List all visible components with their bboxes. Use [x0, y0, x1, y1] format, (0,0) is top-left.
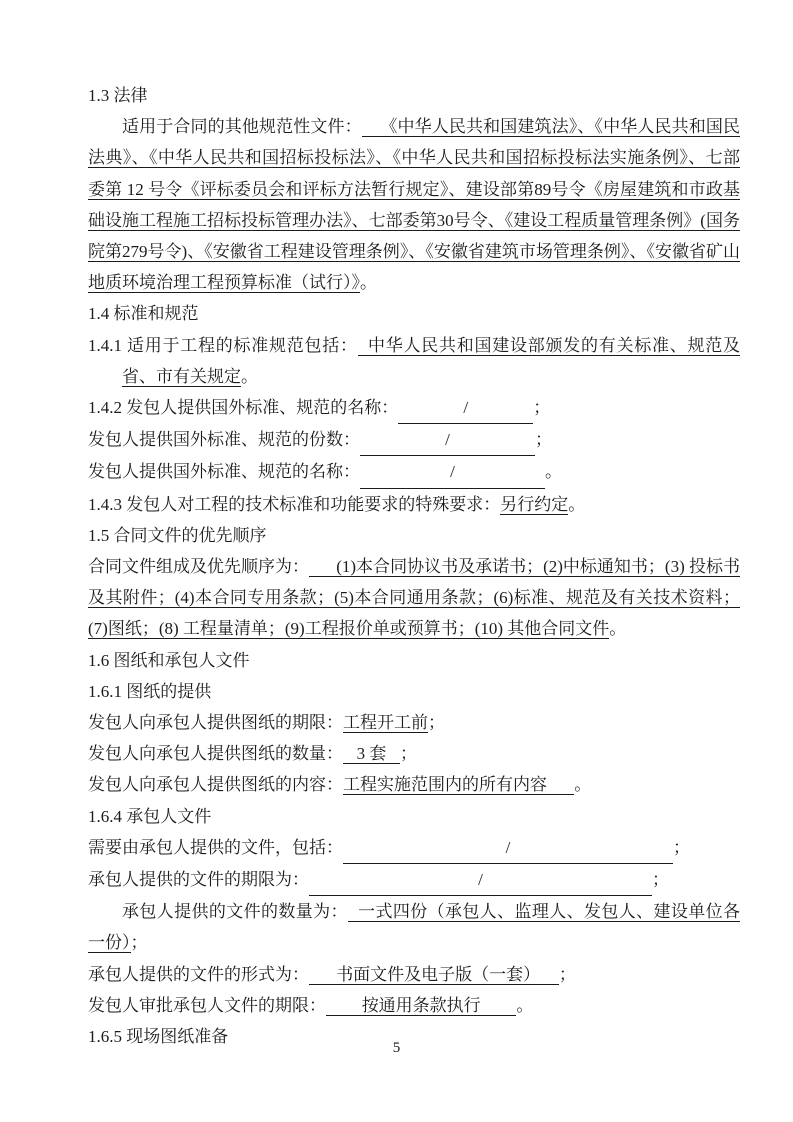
- punctuation: ；: [130, 933, 148, 953]
- section-heading-1-4: 1.4 标准和规范: [88, 304, 199, 324]
- slash-mark: /: [463, 398, 469, 418]
- punctuation: ；: [533, 398, 551, 418]
- field-label: 发包人向承包人提供图纸的数量：: [88, 744, 343, 764]
- section-heading-1-6-1: 1.6.1 图纸的提供: [88, 681, 212, 701]
- field-value-underlined: 工程开工前: [343, 713, 428, 733]
- field-label: 发包人向承包人提供图纸的期限：: [88, 713, 343, 733]
- blank-underline: [309, 864, 652, 896]
- blank-underline: [398, 392, 533, 424]
- para-drawings-content: [88, 769, 740, 800]
- blank-underline: [343, 832, 673, 864]
- para-applicable-laws: [88, 111, 740, 298]
- para-special-requirements-1-4-3: [88, 489, 740, 520]
- punctuation: 。: [360, 273, 377, 293]
- para-foreign-standard-name-1: [88, 392, 740, 424]
- para-contractor-docs-form: [88, 959, 740, 990]
- para-foreign-standard-copies: [88, 424, 740, 456]
- contract-page-body: [88, 80, 740, 1052]
- field-label: 1.4.1 适用于工程的标准规范包括：: [88, 335, 358, 355]
- slash-mark: /: [478, 870, 483, 890]
- field-value-underlined: 中华人民共和国建设部颁发的有关标准、规范及省、市有关规定: [122, 335, 741, 386]
- field-label: 1.4.3 发包人对工程的技术标准和功能要求的特殊要求：: [88, 494, 501, 514]
- para-standards-1-4-1: [88, 330, 740, 392]
- punctuation: 。: [568, 494, 586, 514]
- field-value-underlined: 另行约定: [500, 494, 569, 514]
- field-value-underlined: (1)本合同协议书及承诺书；(2)中标通知书；(3) 投标书及其附件；(4)本合同专用条款；(5)本合同通用条款；(6)标准、规范及有关技术资料；(7)图纸；(8) 工程量清单；(9)工程报价单或预算书；(10) 其他合同文件: [88, 557, 741, 639]
- punctuation: 。: [516, 995, 534, 1015]
- field-label: 发包人审批承包人文件的期限：: [88, 995, 326, 1015]
- section-heading-1-5: 1.5 合同文件的优先顺序: [88, 525, 267, 545]
- field-label: 承包人提供的文件的期限为：: [88, 870, 309, 890]
- blank-underline: [360, 456, 545, 488]
- section-heading-1-6-5: 1.6.5 现场图纸准备: [88, 1027, 229, 1047]
- field-label: 发包人提供国外标准、规范的名称：: [88, 462, 360, 482]
- section-heading-1-6-4: 1.6.4 承包人文件: [88, 806, 212, 826]
- field-label: 承包人提供的文件的形式为：: [88, 964, 309, 984]
- para-contractor-docs-deadline: [88, 864, 740, 896]
- field-label: 承包人提供的文件的数量为：: [122, 902, 348, 922]
- field-label: 合同文件组成及优先顺序为：: [88, 557, 310, 577]
- punctuation: 。: [574, 775, 592, 795]
- page-number: 5: [392, 1040, 401, 1056]
- blank-underline: [360, 424, 535, 456]
- field-value-underlined: 一式四份（承包人、监理人、发包人、建设单位各一份）: [88, 902, 741, 953]
- field-value-underlined: 《中华人民共和国建筑法》、《中华人民共和国民法典》、《中华人民共和国招标投标法》、《中华人民共和国招标投标法实施条例》、七部委第 12 号令《评标委员会和评标方法暂行规定》、建设部第89号令《房屋建筑和市政基础设施工程施工招标投标管理办法》、七部委第30号令、《建设工程质量管理条例》(国务院第279号令)、《安徽省工程建设管理条例》、《安徽省建筑市场管理条例》、《安徽省矿山地质环境治理工程预算标准（试行）》: [88, 117, 741, 293]
- field-value-underlined: 按通用条款执行: [326, 996, 516, 1016]
- punctuation: ；: [558, 964, 576, 984]
- punctuation: 。: [241, 366, 258, 386]
- punctuation: ；: [428, 713, 445, 733]
- field-label: 发包人向承包人提供图纸的内容：: [88, 775, 343, 795]
- para-drawings-quantity: [88, 738, 740, 769]
- field-label: 需要由承包人提供的文件，包括：: [88, 837, 343, 857]
- para-contractor-docs-quantity: [88, 896, 740, 958]
- field-label: 适用于合同的其他规范性文件：: [122, 117, 362, 137]
- para-contractor-docs-include: [88, 832, 740, 864]
- slash-mark: /: [445, 430, 450, 450]
- punctuation: ；: [652, 870, 669, 890]
- field-value-underlined: 书面文件及电子版（一套）: [309, 965, 559, 985]
- field-label: 发包人提供国外标准、规范的份数：: [88, 430, 360, 450]
- slash-mark: /: [505, 837, 511, 857]
- para-employer-review-deadline: [88, 990, 740, 1021]
- slash-mark: /: [450, 462, 455, 482]
- field-value-underlined: 3 套: [343, 744, 400, 764]
- section-heading-1-3: 1.3 法律: [88, 86, 148, 105]
- punctuation: 。: [609, 619, 627, 639]
- punctuation: 。: [545, 462, 562, 482]
- punctuation: ；: [535, 430, 552, 450]
- para-document-priority: [88, 551, 740, 645]
- section-heading-1-6: 1.6 图纸和承包人文件: [88, 650, 250, 670]
- para-drawings-deadline: [88, 707, 740, 738]
- field-value-underlined: 工程实施范围内的所有内容: [343, 775, 574, 795]
- field-label: 1.4.2 发包人提供国外标准、规范的名称：: [88, 398, 399, 418]
- punctuation: ；: [673, 837, 690, 857]
- para-foreign-standard-name-2: [88, 456, 740, 488]
- punctuation: ；: [399, 744, 417, 764]
